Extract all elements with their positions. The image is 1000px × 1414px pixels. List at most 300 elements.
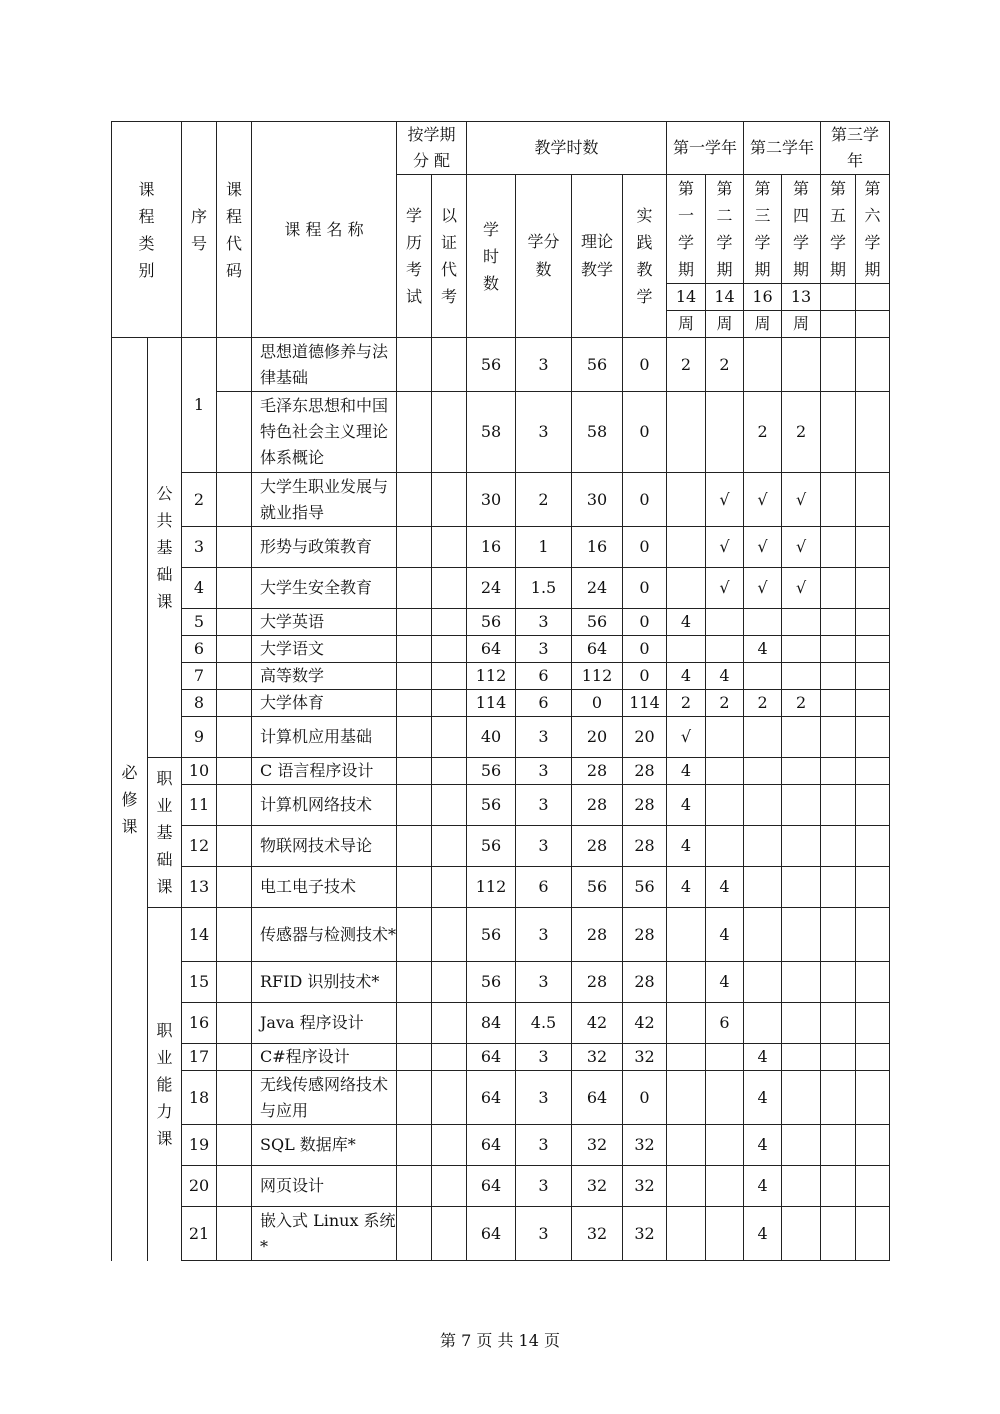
cell-s6 (856, 392, 890, 473)
cell-credits: 4.5 (516, 1003, 572, 1044)
cell-exam-cert (432, 1166, 467, 1207)
cell-s1 (667, 568, 706, 609)
table-row (112, 717, 890, 758)
cell-s5 (821, 908, 856, 962)
cell-s2 (706, 1207, 744, 1261)
cell-s6 (856, 1207, 890, 1261)
cell-s4 (782, 962, 821, 1003)
cell-course-name: 无线传感网络技术与应用 (252, 1071, 397, 1125)
group-required: 必修课 (112, 338, 148, 1261)
group-public: 公共基础课 (148, 338, 182, 758)
cell-s3 (744, 609, 782, 636)
cell-practice: 56 (623, 867, 667, 908)
cell-exam-degree (397, 758, 432, 785)
cell-s3: √ (744, 568, 782, 609)
cell-s4 (782, 1125, 821, 1166)
cell-s3 (744, 867, 782, 908)
cell-theory: 28 (572, 962, 623, 1003)
cell-hours: 30 (467, 473, 516, 527)
cell-practice: 32 (623, 1207, 667, 1261)
cell-exam-cert (432, 1207, 467, 1261)
cell-exam-degree (397, 785, 432, 826)
cell-s2 (706, 1044, 744, 1071)
table-row (112, 663, 890, 690)
cell-practice: 0 (623, 636, 667, 663)
cell-code (217, 609, 252, 636)
cell-s6 (856, 663, 890, 690)
page-footer: 第 7 页 共 14 页 (440, 1331, 560, 1350)
cell-theory: 28 (572, 826, 623, 867)
header-sem6: 第六学期 (856, 175, 890, 284)
cell-exam-cert (432, 962, 467, 1003)
cell-exam-cert (432, 1071, 467, 1125)
cell-s1 (667, 1044, 706, 1071)
cell-code (217, 867, 252, 908)
table-row (112, 568, 890, 609)
cell-s3: 4 (744, 1207, 782, 1261)
cell-code (217, 758, 252, 785)
cell-exam-cert (432, 717, 467, 758)
group-vocational-basic: 职业基础课 (148, 758, 182, 908)
cell-seq: 11 (182, 785, 217, 826)
cell-s5 (821, 527, 856, 568)
header-year2: 第二学年 (744, 122, 821, 175)
cell-theory: 32 (572, 1125, 623, 1166)
cell-s2: √ (706, 473, 744, 527)
header-year1: 第一学年 (667, 122, 744, 175)
cell-seq: 15 (182, 962, 217, 1003)
cell-hours: 112 (467, 867, 516, 908)
cell-theory: 32 (572, 1207, 623, 1261)
cell-s3: √ (744, 527, 782, 568)
cell-s3: 4 (744, 1044, 782, 1071)
header-weeks-unit: 周 (667, 311, 706, 338)
header-theory: 理论教学 (572, 175, 623, 338)
cell-exam-degree (397, 1166, 432, 1207)
cell-s6 (856, 826, 890, 867)
cell-theory: 64 (572, 1071, 623, 1125)
cell-practice: 0 (623, 473, 667, 527)
cell-course-name: 计算机应用基础 (252, 717, 397, 758)
cell-credits: 6 (516, 690, 572, 717)
cell-s3: 2 (744, 392, 782, 473)
cell-course-name: 传感器与检测技术* (252, 908, 397, 962)
cell-code (217, 392, 252, 473)
cell-hours: 64 (467, 1044, 516, 1071)
cell-s3 (744, 717, 782, 758)
cell-s5 (821, 826, 856, 867)
cell-s2 (706, 717, 744, 758)
header-weeks-unit: 周 (706, 311, 744, 338)
header-weeks-num: 14 (667, 284, 706, 311)
cell-exam-degree (397, 636, 432, 663)
cell-hours: 84 (467, 1003, 516, 1044)
header-credits: 学分数 (516, 175, 572, 338)
cell-theory: 0 (572, 690, 623, 717)
cell-hours: 56 (467, 785, 516, 826)
cell-course-name: 毛泽东思想和中国特色社会主义理论体系概论 (252, 392, 397, 473)
cell-credits: 1 (516, 527, 572, 568)
cell-credits: 3 (516, 717, 572, 758)
cell-s5 (821, 473, 856, 527)
cell-s6 (856, 867, 890, 908)
cell-s6 (856, 908, 890, 962)
header-exam-alloc: 按学期分 配 (397, 122, 467, 175)
cell-theory: 30 (572, 473, 623, 527)
cell-credits: 3 (516, 338, 572, 392)
cell-practice: 0 (623, 1071, 667, 1125)
cell-practice: 0 (623, 527, 667, 568)
cell-s5 (821, 962, 856, 1003)
cell-exam-degree (397, 962, 432, 1003)
cell-exam-degree (397, 826, 432, 867)
cell-credits: 3 (516, 758, 572, 785)
header-weeks-num: 16 (744, 284, 782, 311)
cell-s3: 4 (744, 1166, 782, 1207)
cell-exam-cert (432, 568, 467, 609)
cell-practice: 32 (623, 1166, 667, 1207)
cell-exam-cert (432, 826, 467, 867)
cell-s2 (706, 1125, 744, 1166)
cell-course-name: 嵌入式 Linux 系统* (252, 1207, 397, 1261)
cell-code (217, 1003, 252, 1044)
cell-s6 (856, 609, 890, 636)
cell-s6 (856, 527, 890, 568)
table-row (112, 690, 890, 717)
cell-s5 (821, 717, 856, 758)
cell-theory: 112 (572, 663, 623, 690)
cell-s5 (821, 758, 856, 785)
cell-s5 (821, 338, 856, 392)
header-exam-cert: 以证代考 (432, 175, 467, 338)
cell-theory: 24 (572, 568, 623, 609)
cell-s4: √ (782, 527, 821, 568)
cell-exam-cert (432, 1044, 467, 1071)
cell-course-name: C#程序设计 (252, 1044, 397, 1071)
cell-s3: √ (744, 473, 782, 527)
cell-s1 (667, 1125, 706, 1166)
cell-code (217, 908, 252, 962)
cell-course-name: SQL 数据库* (252, 1125, 397, 1166)
cell-s2 (706, 392, 744, 473)
cell-s5 (821, 1044, 856, 1071)
cell-seq: 3 (182, 527, 217, 568)
cell-exam-cert (432, 867, 467, 908)
cell-exam-cert (432, 690, 467, 717)
cell-s3 (744, 758, 782, 785)
cell-s4: √ (782, 568, 821, 609)
cell-seq: 5 (182, 609, 217, 636)
cell-exam-degree (397, 1125, 432, 1166)
table-row (112, 609, 890, 636)
cell-s2 (706, 826, 744, 867)
cell-s6 (856, 1044, 890, 1071)
cell-code (217, 1071, 252, 1125)
cell-hours: 64 (467, 1207, 516, 1261)
header-weeks-empty (821, 311, 856, 338)
cell-theory: 56 (572, 867, 623, 908)
cell-credits: 3 (516, 636, 572, 663)
cell-seq: 21 (182, 1207, 217, 1261)
cell-hours: 56 (467, 758, 516, 785)
cell-practice: 28 (623, 826, 667, 867)
cell-practice: 28 (623, 962, 667, 1003)
cell-s1 (667, 1071, 706, 1125)
cell-credits: 3 (516, 1166, 572, 1207)
cell-s2 (706, 1071, 744, 1125)
cell-s6 (856, 690, 890, 717)
table-row (112, 1003, 890, 1044)
cell-code (217, 785, 252, 826)
cell-theory: 28 (572, 758, 623, 785)
cell-credits: 3 (516, 609, 572, 636)
cell-code (217, 473, 252, 527)
course-table (111, 121, 890, 1261)
cell-hours: 64 (467, 1166, 516, 1207)
cell-exam-degree (397, 338, 432, 392)
cell-credits: 6 (516, 663, 572, 690)
cell-practice: 28 (623, 758, 667, 785)
cell-credits: 1.5 (516, 568, 572, 609)
cell-s3 (744, 1003, 782, 1044)
cell-theory: 28 (572, 908, 623, 962)
cell-seq: 6 (182, 636, 217, 663)
cell-s4 (782, 1166, 821, 1207)
header-seq: 序号 (182, 122, 217, 338)
cell-theory: 28 (572, 785, 623, 826)
cell-theory: 56 (572, 609, 623, 636)
cell-code (217, 1125, 252, 1166)
cell-s4 (782, 636, 821, 663)
cell-code (217, 826, 252, 867)
cell-exam-cert (432, 392, 467, 473)
cell-seq: 1 (182, 338, 217, 473)
cell-s5 (821, 609, 856, 636)
table-row (112, 1166, 890, 1207)
cell-s5 (821, 785, 856, 826)
cell-s4 (782, 1071, 821, 1125)
cell-s1 (667, 527, 706, 568)
cell-seq: 17 (182, 1044, 217, 1071)
cell-s1: 4 (667, 867, 706, 908)
cell-credits: 3 (516, 1044, 572, 1071)
table-row (112, 826, 890, 867)
header-weeks-num: 13 (782, 284, 821, 311)
cell-practice: 0 (623, 663, 667, 690)
cell-hours: 58 (467, 392, 516, 473)
cell-credits: 3 (516, 1071, 572, 1125)
cell-course-name: RFID 识别技术* (252, 962, 397, 1003)
cell-credits: 3 (516, 826, 572, 867)
cell-s5 (821, 568, 856, 609)
cell-practice: 28 (623, 785, 667, 826)
cell-exam-cert (432, 758, 467, 785)
cell-code (217, 717, 252, 758)
header-hours-total: 学时数 (467, 175, 516, 338)
cell-s2 (706, 1166, 744, 1207)
cell-practice: 0 (623, 392, 667, 473)
cell-s1: 4 (667, 826, 706, 867)
cell-exam-degree (397, 663, 432, 690)
cell-credits: 3 (516, 1207, 572, 1261)
header-exam-degree: 学历考试 (397, 175, 432, 338)
cell-s5 (821, 663, 856, 690)
cell-course-name: 思想道德修养与法律基础 (252, 338, 397, 392)
cell-s1 (667, 962, 706, 1003)
cell-theory: 56 (572, 338, 623, 392)
cell-s4 (782, 663, 821, 690)
cell-theory: 20 (572, 717, 623, 758)
cell-course-name: 大学英语 (252, 609, 397, 636)
cell-s2: 4 (706, 867, 744, 908)
cell-s5 (821, 690, 856, 717)
cell-s1 (667, 1207, 706, 1261)
cell-exam-degree (397, 527, 432, 568)
cell-s6 (856, 473, 890, 527)
cell-s2: 4 (706, 962, 744, 1003)
header-code: 课程代码 (217, 122, 252, 338)
cell-s4 (782, 758, 821, 785)
cell-s1 (667, 473, 706, 527)
cell-s4 (782, 908, 821, 962)
cell-credits: 3 (516, 1125, 572, 1166)
cell-course-name: 物联网技术导论 (252, 826, 397, 867)
cell-exam-cert (432, 908, 467, 962)
cell-s1: √ (667, 717, 706, 758)
cell-course-name: 形势与政策教育 (252, 527, 397, 568)
cell-s6 (856, 1125, 890, 1166)
cell-s1 (667, 1003, 706, 1044)
cell-s1: 4 (667, 785, 706, 826)
cell-course-name: Java 程序设计 (252, 1003, 397, 1044)
cell-practice: 0 (623, 568, 667, 609)
cell-theory: 32 (572, 1044, 623, 1071)
cell-s1 (667, 636, 706, 663)
header-weeks-num: 14 (706, 284, 744, 311)
cell-s3: 2 (744, 690, 782, 717)
cell-s3 (744, 962, 782, 1003)
cell-s6 (856, 1166, 890, 1207)
cell-s1: 4 (667, 663, 706, 690)
cell-seq: 10 (182, 758, 217, 785)
cell-course-name: C 语言程序设计 (252, 758, 397, 785)
cell-theory: 58 (572, 392, 623, 473)
cell-course-name: 大学生安全教育 (252, 568, 397, 609)
cell-exam-degree (397, 609, 432, 636)
cell-exam-cert (432, 527, 467, 568)
header-hours-group: 教学时数 (467, 122, 667, 175)
cell-s4 (782, 609, 821, 636)
cell-practice: 20 (623, 717, 667, 758)
cell-s3 (744, 338, 782, 392)
table-row (112, 908, 890, 962)
cell-seq: 18 (182, 1071, 217, 1125)
cell-hours: 64 (467, 1071, 516, 1125)
cell-code (217, 1044, 252, 1071)
cell-s2 (706, 636, 744, 663)
cell-hours: 56 (467, 609, 516, 636)
header-year3: 第三学年 (821, 122, 890, 175)
cell-exam-degree (397, 1003, 432, 1044)
header-sem4: 第四学期 (782, 175, 821, 284)
cell-s6 (856, 338, 890, 392)
cell-code (217, 962, 252, 1003)
cell-credits: 3 (516, 392, 572, 473)
cell-s6 (856, 717, 890, 758)
cell-exam-cert (432, 609, 467, 636)
cell-s1: 4 (667, 609, 706, 636)
cell-hours: 64 (467, 1125, 516, 1166)
cell-seq: 14 (182, 908, 217, 962)
cell-practice: 114 (623, 690, 667, 717)
cell-course-name: 计算机网络技术 (252, 785, 397, 826)
cell-seq: 19 (182, 1125, 217, 1166)
cell-exam-degree (397, 1071, 432, 1125)
header-practice: 实践教学 (623, 175, 667, 338)
cell-hours: 56 (467, 962, 516, 1003)
cell-exam-degree (397, 908, 432, 962)
cell-hours: 56 (467, 826, 516, 867)
cell-s3: 4 (744, 636, 782, 663)
cell-code (217, 1166, 252, 1207)
cell-s6 (856, 785, 890, 826)
cell-s6 (856, 758, 890, 785)
cell-code (217, 636, 252, 663)
cell-s1 (667, 908, 706, 962)
cell-credits: 3 (516, 908, 572, 962)
header-sem5: 第五学期 (821, 175, 856, 284)
cell-course-name: 大学体育 (252, 690, 397, 717)
cell-s5 (821, 1003, 856, 1044)
header-sem3: 第三学期 (744, 175, 782, 284)
cell-s1: 2 (667, 338, 706, 392)
cell-course-name: 大学生职业发展与就业指导 (252, 473, 397, 527)
cell-exam-degree (397, 568, 432, 609)
cell-theory: 32 (572, 1166, 623, 1207)
cell-s6 (856, 1003, 890, 1044)
cell-s4 (782, 1003, 821, 1044)
cell-practice: 32 (623, 1125, 667, 1166)
cell-exam-degree (397, 1207, 432, 1261)
table-row (112, 636, 890, 663)
cell-code (217, 527, 252, 568)
cell-code (217, 663, 252, 690)
cell-theory: 16 (572, 527, 623, 568)
table-row (112, 338, 890, 392)
cell-s2: 4 (706, 663, 744, 690)
cell-s2: 2 (706, 338, 744, 392)
table-row (112, 392, 890, 473)
cell-seq: 16 (182, 1003, 217, 1044)
cell-seq: 4 (182, 568, 217, 609)
cell-s6 (856, 568, 890, 609)
cell-s5 (821, 1166, 856, 1207)
header-weeks-empty (821, 284, 856, 311)
cell-seq: 9 (182, 717, 217, 758)
cell-exam-degree (397, 1044, 432, 1071)
cell-s4 (782, 826, 821, 867)
cell-s1: 4 (667, 758, 706, 785)
cell-s4 (782, 1207, 821, 1261)
cell-practice: 42 (623, 1003, 667, 1044)
cell-theory: 42 (572, 1003, 623, 1044)
cell-s4 (782, 1044, 821, 1071)
cell-seq: 8 (182, 690, 217, 717)
cell-exam-cert (432, 1125, 467, 1166)
cell-s2 (706, 609, 744, 636)
cell-code (217, 1207, 252, 1261)
cell-s5 (821, 1207, 856, 1261)
